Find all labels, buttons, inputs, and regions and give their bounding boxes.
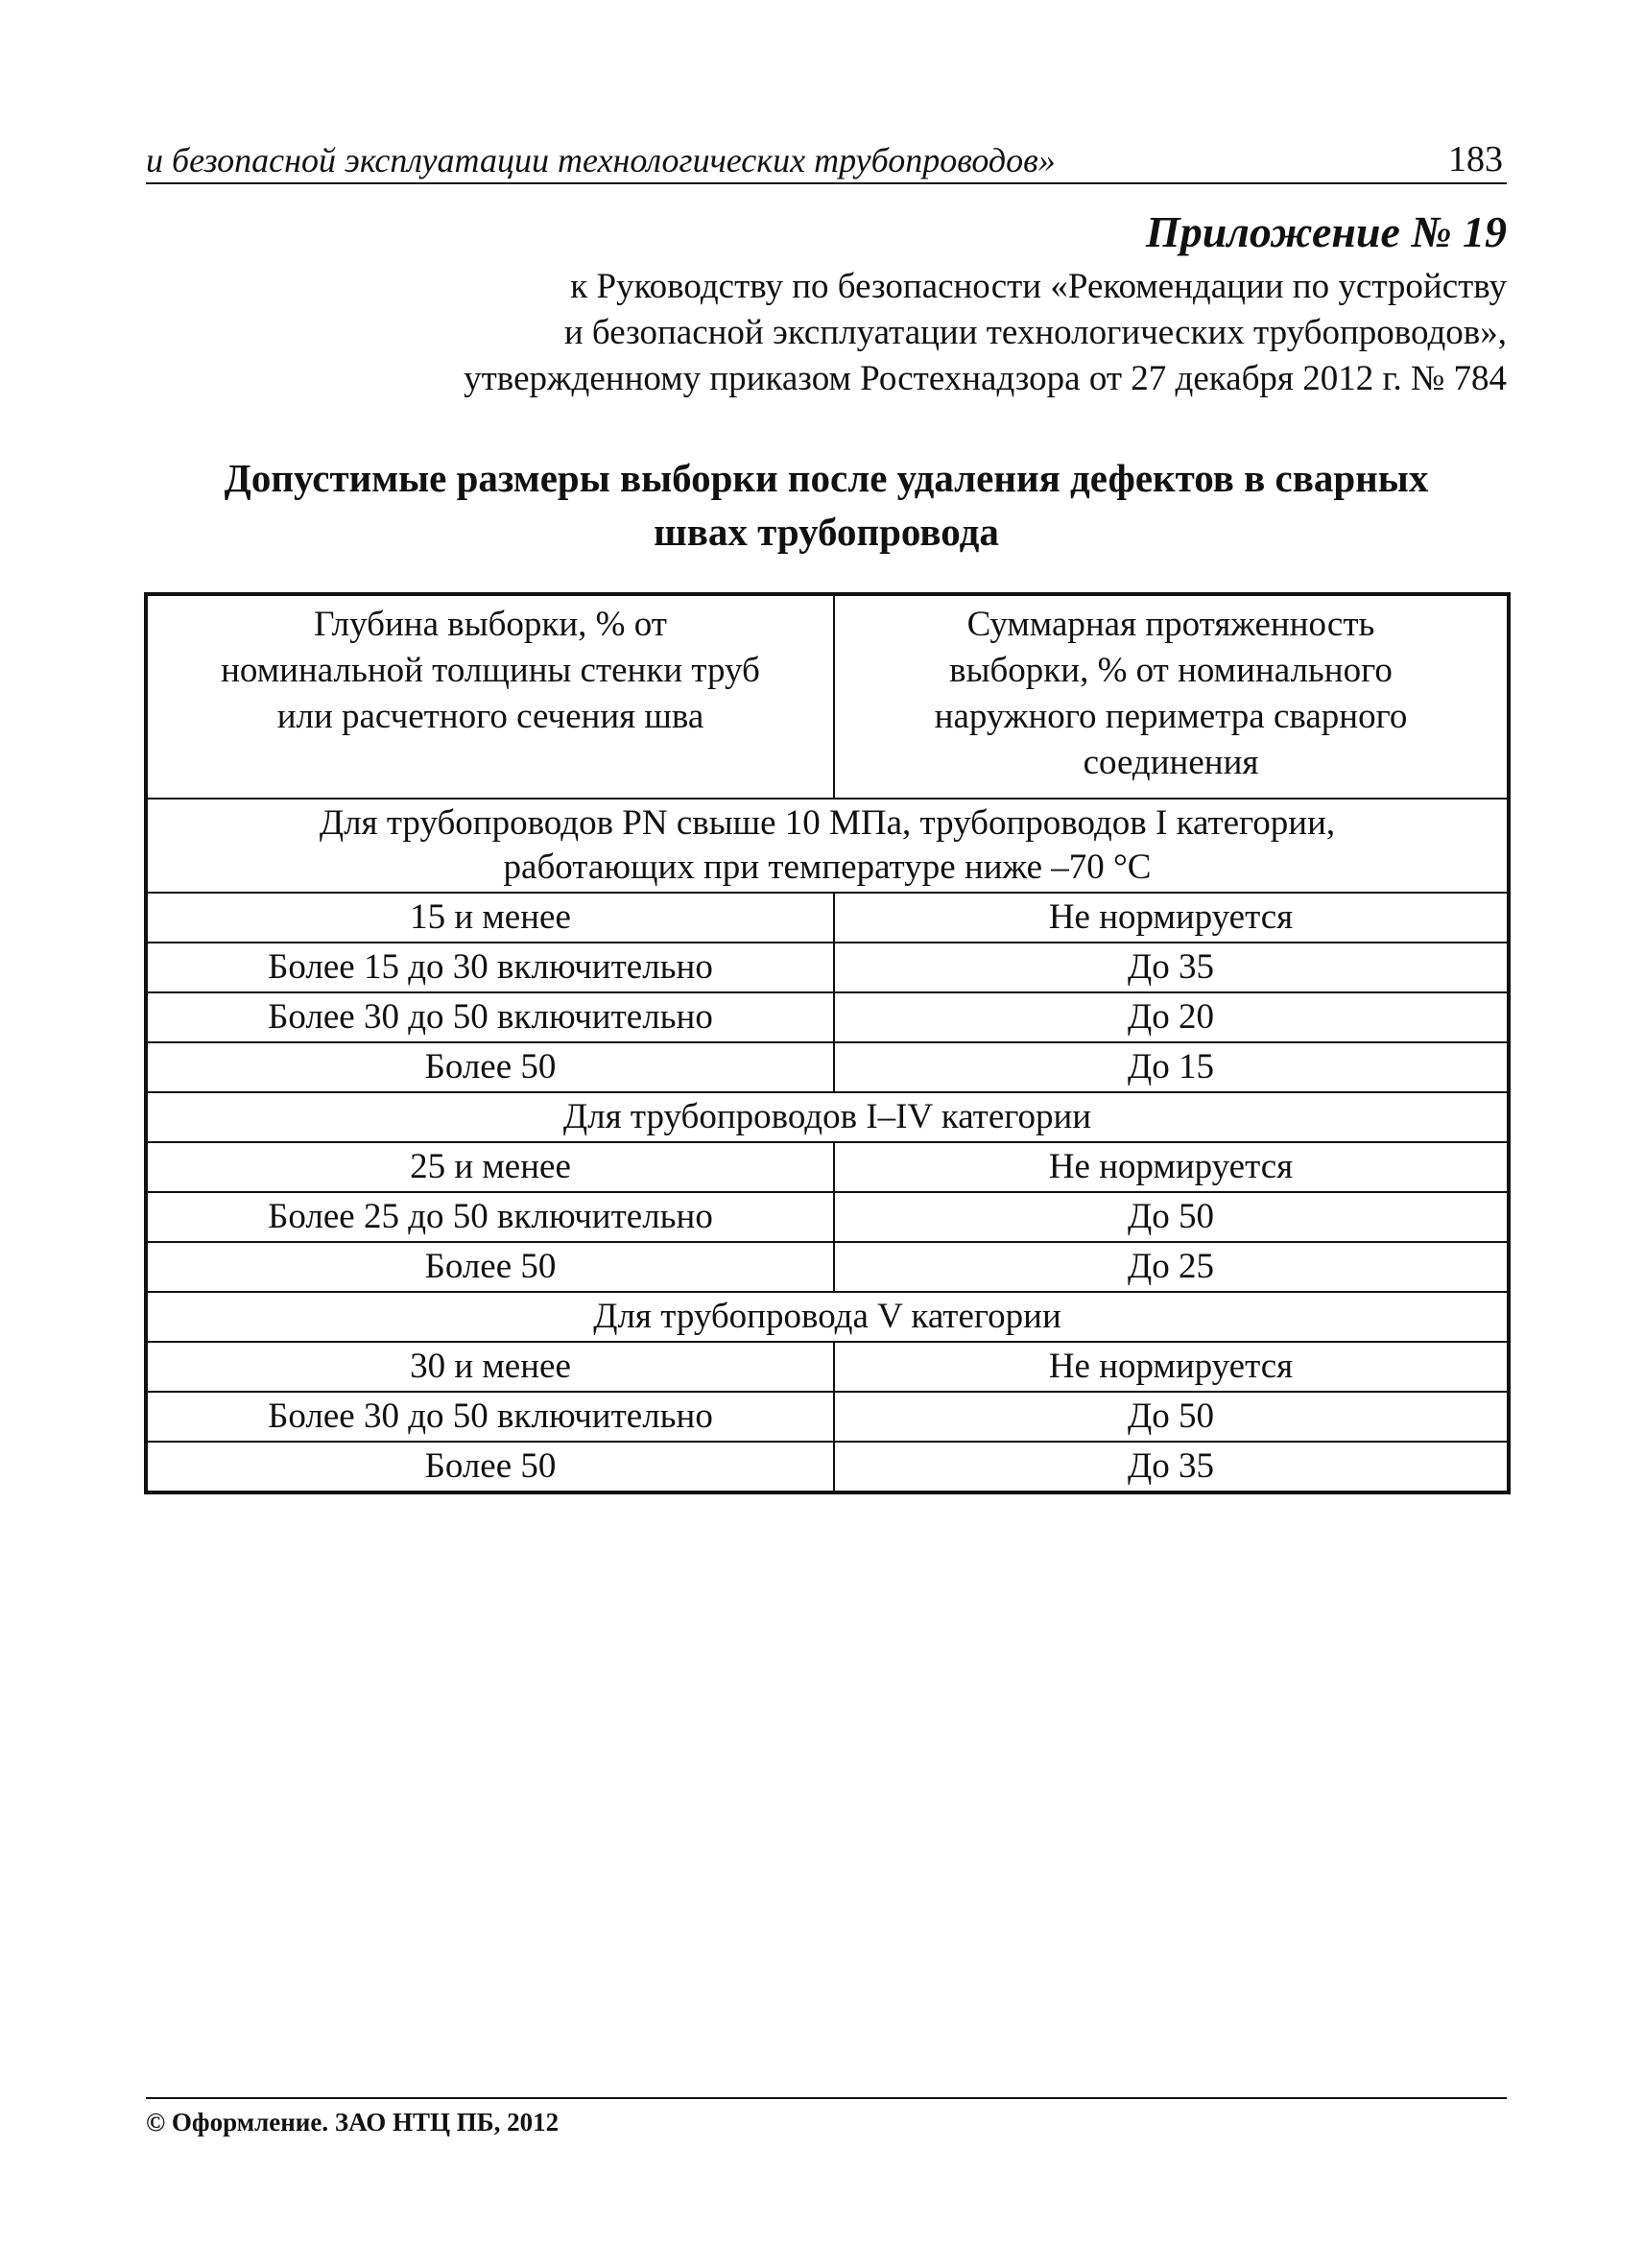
table-row	[146, 893, 1509, 943]
defect-sampling-table	[144, 592, 1511, 1494]
table-row	[146, 1042, 1509, 1092]
table-row	[146, 1192, 1509, 1242]
depth-cell: Более 30 до 50 включительно	[146, 1392, 834, 1442]
table-row	[146, 1392, 1509, 1442]
header-line: или расчетного сечения шва	[276, 697, 704, 736]
group-title-line: Для трубопровода V категории	[593, 1297, 1061, 1336]
group-title	[146, 799, 1509, 893]
length-cell: До 50	[834, 1392, 1509, 1442]
table-row	[146, 1142, 1509, 1192]
table-row	[146, 992, 1509, 1042]
title-line: Допустимые размеры выборки после удаления дефектов в сварных	[224, 456, 1429, 500]
reference-line: к Руководству по безопасности «Рекомендации по устройству	[570, 267, 1507, 306]
depth-cell: Более 50	[146, 1042, 834, 1092]
header-line: соединения	[1083, 743, 1259, 782]
appendix-label: Приложение № 19	[1145, 207, 1507, 256]
length-cell: Не нормируется	[834, 1142, 1509, 1192]
group-title	[146, 1092, 1509, 1142]
reference-line: утвержденному приказом Ростехнадзора от 27 декабря 2012 г. № 784	[464, 359, 1507, 398]
group-row	[146, 1292, 1509, 1342]
table-header-row	[146, 594, 1509, 799]
length-cell: Не нормируется	[834, 1342, 1509, 1392]
title-line: швах трубопровода	[654, 510, 999, 554]
group-row	[146, 799, 1509, 893]
page-number: 183	[1448, 139, 1503, 179]
reference-line: и безопасной эксплуатации технологических трубопроводов»,	[563, 313, 1507, 352]
length-cell: До 35	[834, 1442, 1509, 1492]
depth-cell: Более 50	[146, 1242, 834, 1292]
group-title	[146, 1292, 1509, 1342]
length-cell: До 25	[834, 1242, 1509, 1292]
depth-cell: Более 30 до 50 включительно	[146, 992, 834, 1042]
header-length	[834, 594, 1509, 799]
length-cell: До 15	[834, 1042, 1509, 1092]
footer-copyright: © Оформление. ЗАО НТЦ ПБ, 2012	[146, 2108, 560, 2137]
length-cell: До 35	[834, 943, 1509, 992]
group-title-line: Для трубопроводов I–IV категории	[562, 1097, 1092, 1136]
table-row	[146, 1442, 1509, 1492]
depth-cell: 30 и менее	[146, 1342, 834, 1392]
appendix-reference	[163, 264, 1507, 402]
table-row	[146, 943, 1509, 992]
depth-cell: 15 и менее	[146, 893, 834, 943]
header-line: Суммарная протяженность	[966, 605, 1375, 644]
length-cell: До 20	[834, 992, 1509, 1042]
depth-cell: Более 25 до 50 включительно	[146, 1192, 834, 1242]
running-title: и безопасной эксплуатации технологических трубопроводов»	[146, 141, 1056, 179]
depth-cell: Более 15 до 30 включительно	[146, 943, 834, 992]
header-depth	[146, 594, 834, 799]
depth-cell: 25 и менее	[146, 1142, 834, 1192]
table-row	[146, 1342, 1509, 1392]
header-line: выборки, % от номинального	[949, 651, 1393, 690]
header-line: номинальной толщины стенки труб	[221, 651, 760, 690]
group-title-line: Для трубопроводов PN свыше 10 МПа, трубопроводов I категории,	[319, 803, 1336, 843]
group-row	[146, 1092, 1509, 1142]
table-row	[146, 1242, 1509, 1292]
header-line: наружного периметра сварного	[934, 697, 1408, 736]
document-title	[146, 451, 1507, 559]
running-header	[146, 134, 1507, 184]
depth-cell: Более 50	[146, 1442, 834, 1492]
length-cell: До 50	[834, 1192, 1509, 1242]
length-cell: Не нормируется	[834, 893, 1509, 943]
header-line: Глубина выборки, % от	[314, 605, 667, 644]
group-title-line: работающих при температуре ниже –70 °С	[503, 848, 1152, 887]
footer-divider	[146, 2097, 1507, 2099]
